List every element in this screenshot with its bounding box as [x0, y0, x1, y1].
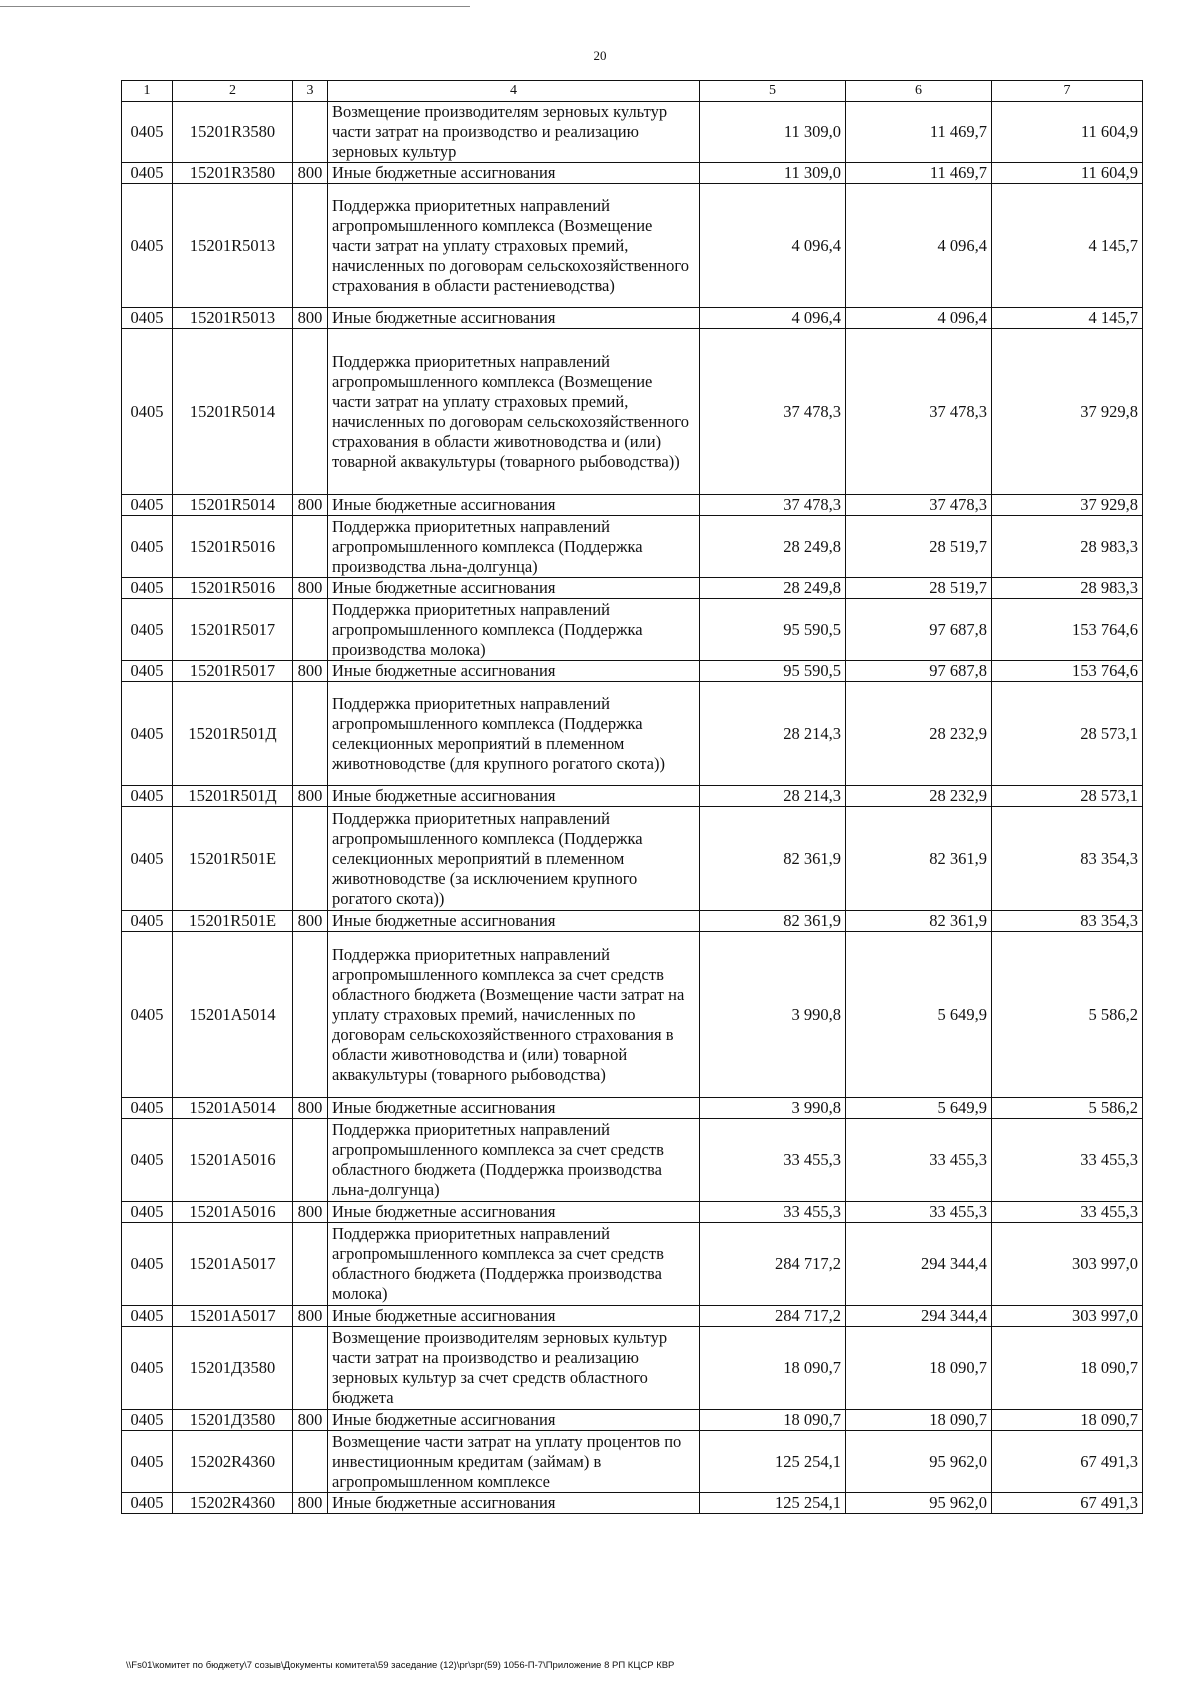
- cell-amount-col5: 125 254,1: [700, 1431, 846, 1493]
- cell-amount-col5: 82 361,9: [700, 911, 846, 932]
- cell-amount-col6: 97 687,8: [846, 599, 992, 661]
- cell-amount-col6: 33 455,3: [846, 1119, 992, 1202]
- table-row-allocation: [122, 1493, 1143, 1514]
- cell-amount-col7: 5 586,2: [992, 932, 1143, 1098]
- cell-target-article: 15201R5013: [173, 184, 293, 308]
- cell-amount-col5: 18 090,7: [700, 1410, 846, 1431]
- cell-amount-col5: 11 309,0: [700, 102, 846, 163]
- col-header-5: 5: [700, 81, 846, 102]
- cell-amount-col5: 3 990,8: [700, 1098, 846, 1119]
- cell-amount-col7: 28 573,1: [992, 682, 1143, 786]
- cell-target-article: 15201A5016: [173, 1202, 293, 1223]
- col-header-6: 6: [846, 81, 992, 102]
- cell-target-article: 15202R4360: [173, 1431, 293, 1493]
- table-row-item: [122, 329, 1143, 495]
- col-header-7: 7: [992, 81, 1143, 102]
- cell-expense-type: 800: [293, 911, 328, 932]
- table-row-allocation: [122, 1306, 1143, 1327]
- cell-section: 0405: [122, 1223, 173, 1306]
- table-row-allocation: [122, 1098, 1143, 1119]
- cell-amount-col7: 11 604,9: [992, 163, 1143, 184]
- col-header-2: 2: [173, 81, 293, 102]
- cell-description: Иные бюджетные ассигнования: [328, 495, 700, 516]
- table-row-item: [122, 807, 1143, 911]
- cell-expense-type: [293, 1119, 328, 1202]
- cell-amount-col6: 28 519,7: [846, 578, 992, 599]
- cell-section: 0405: [122, 682, 173, 786]
- cell-amount-col6: 294 344,4: [846, 1223, 992, 1306]
- cell-target-article: 15201A5017: [173, 1306, 293, 1327]
- cell-amount-col6: 82 361,9: [846, 807, 992, 911]
- cell-amount-col7: 67 491,3: [992, 1493, 1143, 1514]
- cell-section: 0405: [122, 578, 173, 599]
- cell-amount-col6: 18 090,7: [846, 1327, 992, 1410]
- cell-amount-col5: 28 249,8: [700, 516, 846, 578]
- cell-amount-col7: 83 354,3: [992, 807, 1143, 911]
- cell-amount-col7: 11 604,9: [992, 102, 1143, 163]
- cell-amount-col6: 95 962,0: [846, 1431, 992, 1493]
- cell-amount-col7: 28 573,1: [992, 786, 1143, 807]
- cell-expense-type: 800: [293, 163, 328, 184]
- cell-amount-col7: 28 983,3: [992, 516, 1143, 578]
- cell-amount-col6: 28 232,9: [846, 786, 992, 807]
- cell-target-article: 15201Д3580: [173, 1410, 293, 1431]
- cell-amount-col6: 33 455,3: [846, 1202, 992, 1223]
- cell-amount-col7: 153 764,6: [992, 661, 1143, 682]
- cell-target-article: 15201R5017: [173, 661, 293, 682]
- cell-expense-type: 800: [293, 495, 328, 516]
- table-row-allocation: [122, 308, 1143, 329]
- cell-amount-col5: 37 478,3: [700, 329, 846, 495]
- cell-target-article: 15201A5014: [173, 1098, 293, 1119]
- cell-target-article: 15201R5014: [173, 495, 293, 516]
- cell-description: Иные бюджетные ассигнования: [328, 1098, 700, 1119]
- table-row-item: [122, 599, 1143, 661]
- cell-amount-col5: 4 096,4: [700, 308, 846, 329]
- cell-amount-col7: 4 145,7: [992, 308, 1143, 329]
- cell-amount-col7: 153 764,6: [992, 599, 1143, 661]
- cell-expense-type: 800: [293, 578, 328, 599]
- cell-section: 0405: [122, 1306, 173, 1327]
- cell-section: 0405: [122, 329, 173, 495]
- table-row-item: [122, 682, 1143, 786]
- cell-section: 0405: [122, 102, 173, 163]
- cell-section: 0405: [122, 308, 173, 329]
- cell-amount-col7: 28 983,3: [992, 578, 1143, 599]
- cell-amount-col5: 3 990,8: [700, 932, 846, 1098]
- table-row-allocation: [122, 1202, 1143, 1223]
- col-header-3: 3: [293, 81, 328, 102]
- table-row-allocation: [122, 495, 1143, 516]
- cell-amount-col7: 18 090,7: [992, 1327, 1143, 1410]
- cell-amount-col6: 4 096,4: [846, 184, 992, 308]
- cell-target-article: 15202R4360: [173, 1493, 293, 1514]
- cell-description: Иные бюджетные ассигнования: [328, 786, 700, 807]
- cell-expense-type: [293, 329, 328, 495]
- cell-amount-col7: 18 090,7: [992, 1410, 1143, 1431]
- cell-expense-type: [293, 932, 328, 1098]
- cell-target-article: 15201A5017: [173, 1223, 293, 1306]
- cell-target-article: 15201R501Д: [173, 786, 293, 807]
- cell-expense-type: [293, 1431, 328, 1493]
- cell-expense-type: 800: [293, 1493, 328, 1514]
- col-header-4: 4: [328, 81, 700, 102]
- table-row-item: [122, 1431, 1143, 1493]
- cell-description: Возмещение части затрат на уплату процентов по инвестиционным кредитам (займам) в агропромышленном комплексе: [328, 1431, 700, 1493]
- scan-artifact-line: [0, 6, 470, 7]
- cell-amount-col5: 95 590,5: [700, 661, 846, 682]
- cell-amount-col5: 95 590,5: [700, 599, 846, 661]
- table-row-allocation: [122, 1410, 1143, 1431]
- table-row-allocation: [122, 578, 1143, 599]
- cell-section: 0405: [122, 911, 173, 932]
- cell-section: 0405: [122, 1202, 173, 1223]
- cell-section: 0405: [122, 1098, 173, 1119]
- table-row-allocation: [122, 163, 1143, 184]
- cell-amount-col5: 28 249,8: [700, 578, 846, 599]
- cell-amount-col6: 37 478,3: [846, 329, 992, 495]
- page-number: 20: [593, 48, 607, 63]
- cell-expense-type: [293, 807, 328, 911]
- table-row-allocation: [122, 911, 1143, 932]
- cell-amount-col7: 5 586,2: [992, 1098, 1143, 1119]
- table-row-item: [122, 1223, 1143, 1306]
- cell-section: 0405: [122, 495, 173, 516]
- cell-amount-col6: 95 962,0: [846, 1493, 992, 1514]
- table-row-item: [122, 102, 1143, 163]
- cell-target-article: 15201R3580: [173, 102, 293, 163]
- cell-amount-col5: 284 717,2: [700, 1306, 846, 1327]
- cell-description: Поддержка приоритетных направлений агропромышленного комплекса (Возмещение части затрат на уплату страховых премий, начисленных по договорам сельскохозяйственного страхования в области растениеводства): [328, 184, 700, 308]
- cell-expense-type: [293, 1223, 328, 1306]
- cell-expense-type: 800: [293, 1306, 328, 1327]
- cell-description: Возмещение производителям зерновых культур части затрат на производство и реализацию зерновых культур за счет средств областного бюджета: [328, 1327, 700, 1410]
- cell-amount-col5: 33 455,3: [700, 1202, 846, 1223]
- cell-amount-col5: 4 096,4: [700, 184, 846, 308]
- col-header-1: 1: [122, 81, 173, 102]
- cell-amount-col5: 18 090,7: [700, 1327, 846, 1410]
- cell-section: 0405: [122, 599, 173, 661]
- table-row-item: [122, 932, 1143, 1098]
- cell-target-article: 15201R501Д: [173, 682, 293, 786]
- cell-description: Иные бюджетные ассигнования: [328, 1306, 700, 1327]
- cell-target-article: 15201A5014: [173, 932, 293, 1098]
- cell-amount-col7: 37 929,8: [992, 495, 1143, 516]
- table-row-item: [122, 184, 1143, 308]
- cell-description: Иные бюджетные ассигнования: [328, 1202, 700, 1223]
- cell-amount-col6: 18 090,7: [846, 1410, 992, 1431]
- cell-target-article: 15201A5016: [173, 1119, 293, 1202]
- cell-expense-type: [293, 1327, 328, 1410]
- cell-description: Иные бюджетные ассигнования: [328, 911, 700, 932]
- cell-description: Поддержка приоритетных направлений агропромышленного комплекса (Поддержка селекционных мероприятий в племенном животноводстве (для крупного рогатого скота)): [328, 682, 700, 786]
- cell-description: Поддержка приоритетных направлений агропромышленного комплекса (Поддержка селекционных мероприятий в племенном животноводстве (за исключением крупного рогатого скота)): [328, 807, 700, 911]
- cell-section: 0405: [122, 163, 173, 184]
- cell-section: 0405: [122, 1493, 173, 1514]
- cell-section: 0405: [122, 1410, 173, 1431]
- cell-amount-col7: 67 491,3: [992, 1431, 1143, 1493]
- cell-target-article: 15201R5014: [173, 329, 293, 495]
- table-row-item: [122, 1119, 1143, 1202]
- cell-amount-col7: 4 145,7: [992, 184, 1143, 308]
- cell-target-article: 15201R3580: [173, 163, 293, 184]
- cell-section: 0405: [122, 1119, 173, 1202]
- cell-amount-col6: 294 344,4: [846, 1306, 992, 1327]
- cell-amount-col6: 82 361,9: [846, 911, 992, 932]
- cell-amount-col6: 4 096,4: [846, 308, 992, 329]
- cell-amount-col6: 5 649,9: [846, 932, 992, 1098]
- cell-amount-col6: 5 649,9: [846, 1098, 992, 1119]
- table-row-allocation: [122, 786, 1143, 807]
- cell-amount-col5: 125 254,1: [700, 1493, 846, 1514]
- cell-description: Поддержка приоритетных направлений агропромышленного комплекса за счет средств областного бюджета (Возмещение части затрат на уплату страховых премий, начисленных по договорам сельскохозяйственного страхования в области животноводства и (или) товарной аквакультуры (товарного рыбоводства): [328, 932, 700, 1098]
- cell-expense-type: 800: [293, 786, 328, 807]
- cell-description: Иные бюджетные ассигнования: [328, 1493, 700, 1514]
- table-row-item: [122, 516, 1143, 578]
- cell-description: Иные бюджетные ассигнования: [328, 661, 700, 682]
- cell-description: Поддержка приоритетных направлений агропромышленного комплекса (Возмещение части затрат на уплату страховых премий, начисленных по договорам сельскохозяйственного страхования в области животноводства и (или) товарной аквакультуры (товарного рыбоводства)): [328, 329, 700, 495]
- cell-description: Поддержка приоритетных направлений агропромышленного комплекса (Поддержка производства молока): [328, 599, 700, 661]
- budget-table: [121, 80, 1143, 1514]
- cell-target-article: 15201R5013: [173, 308, 293, 329]
- cell-expense-type: 800: [293, 1098, 328, 1119]
- cell-description: Иные бюджетные ассигнования: [328, 578, 700, 599]
- cell-section: 0405: [122, 1431, 173, 1493]
- cell-amount-col6: 28 232,9: [846, 682, 992, 786]
- cell-amount-col5: 37 478,3: [700, 495, 846, 516]
- cell-amount-col7: 33 455,3: [992, 1119, 1143, 1202]
- cell-amount-col6: 11 469,7: [846, 163, 992, 184]
- cell-description: Иные бюджетные ассигнования: [328, 308, 700, 329]
- cell-description: Иные бюджетные ассигнования: [328, 163, 700, 184]
- cell-section: 0405: [122, 932, 173, 1098]
- cell-target-article: 15201R501E: [173, 911, 293, 932]
- column-number-row: [122, 81, 1143, 102]
- cell-section: 0405: [122, 786, 173, 807]
- cell-section: 0405: [122, 1327, 173, 1410]
- cell-description: Поддержка приоритетных направлений агропромышленного комплекса (Поддержка производства льна-долгунца): [328, 516, 700, 578]
- cell-amount-col6: 37 478,3: [846, 495, 992, 516]
- cell-target-article: 15201R501E: [173, 807, 293, 911]
- cell-amount-col7: 33 455,3: [992, 1202, 1143, 1223]
- cell-amount-col7: 83 354,3: [992, 911, 1143, 932]
- cell-target-article: 15201R5016: [173, 578, 293, 599]
- table-row-allocation: [122, 661, 1143, 682]
- cell-description: Возмещение производителям зерновых культур части затрат на производство и реализацию зерновых культур: [328, 102, 700, 163]
- cell-amount-col7: 37 929,8: [992, 329, 1143, 495]
- cell-expense-type: 800: [293, 1410, 328, 1431]
- cell-expense-type: 800: [293, 661, 328, 682]
- cell-amount-col7: 303 997,0: [992, 1223, 1143, 1306]
- table-body: [122, 102, 1143, 1514]
- cell-section: 0405: [122, 516, 173, 578]
- cell-section: 0405: [122, 661, 173, 682]
- cell-amount-col5: 82 361,9: [700, 807, 846, 911]
- cell-amount-col5: 28 214,3: [700, 682, 846, 786]
- footer-file-path: \\Fs01\комитет по бюджету\7 созыв\Документы комитета\59 заседание (12)\рг\зрг(59) 1056-П-7\Приложение 8 РП КЦСР КВР: [126, 1660, 675, 1671]
- cell-section: 0405: [122, 184, 173, 308]
- cell-target-article: 15201R5016: [173, 516, 293, 578]
- cell-description: Поддержка приоритетных направлений агропромышленного комплекса за счет средств областного бюджета (Поддержка производства льна-долгунца): [328, 1119, 700, 1202]
- cell-amount-col5: 284 717,2: [700, 1223, 846, 1306]
- cell-target-article: 15201R5017: [173, 599, 293, 661]
- cell-expense-type: 800: [293, 1202, 328, 1223]
- cell-expense-type: [293, 682, 328, 786]
- cell-amount-col7: 303 997,0: [992, 1306, 1143, 1327]
- cell-amount-col6: 97 687,8: [846, 661, 992, 682]
- cell-section: 0405: [122, 807, 173, 911]
- cell-amount-col6: 11 469,7: [846, 102, 992, 163]
- cell-target-article: 15201Д3580: [173, 1327, 293, 1410]
- cell-expense-type: 800: [293, 308, 328, 329]
- cell-expense-type: [293, 184, 328, 308]
- cell-amount-col5: 11 309,0: [700, 163, 846, 184]
- table-row-item: [122, 1327, 1143, 1410]
- cell-description: Поддержка приоритетных направлений агропромышленного комплекса за счет средств областного бюджета (Поддержка производства молока): [328, 1223, 700, 1306]
- cell-expense-type: [293, 599, 328, 661]
- cell-expense-type: [293, 102, 328, 163]
- cell-amount-col5: 33 455,3: [700, 1119, 846, 1202]
- cell-amount-col5: 28 214,3: [700, 786, 846, 807]
- cell-description: Иные бюджетные ассигнования: [328, 1410, 700, 1431]
- cell-expense-type: [293, 516, 328, 578]
- cell-amount-col6: 28 519,7: [846, 516, 992, 578]
